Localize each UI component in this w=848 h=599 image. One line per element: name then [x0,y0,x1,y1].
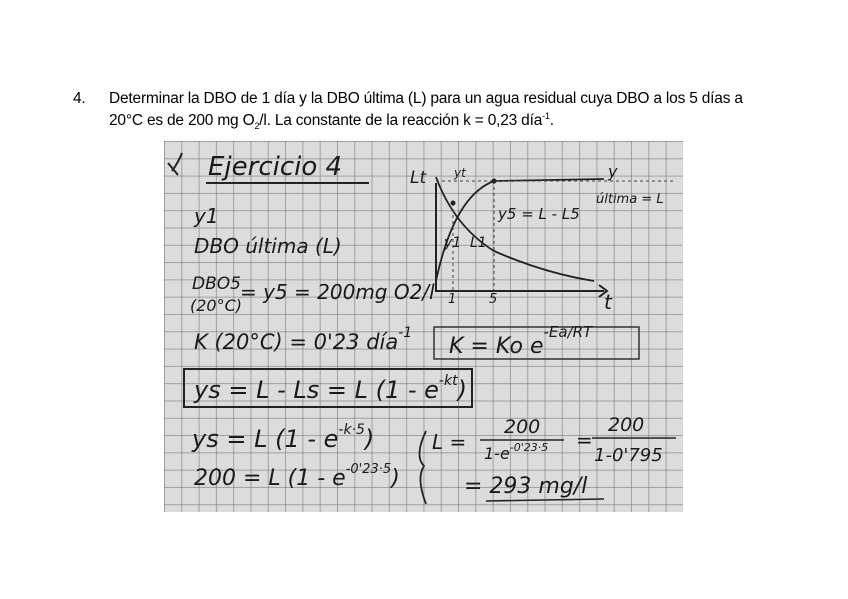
problem-number: 4. [73,90,86,107]
equation-1-text: ys = L (1 - e [192,425,339,453]
problem-line-2-part-a: 20°C es de 200 mg O [109,112,255,129]
equation-2 [194,462,400,491]
given-k-text: K (20°C) = 0'23 día [194,330,399,354]
given-20c: (20°C) [190,296,243,315]
solution-equals: = [576,428,593,452]
label-y1: y1 [444,235,462,251]
tick-day-1: 1 [448,292,457,307]
tick-day-5: 5 [489,292,498,307]
subscript-2: 2 [254,121,260,132]
curly-brace [419,431,426,504]
x-axis-label: t [604,290,612,314]
main-formula-text: ys = L - Ls = L (1 - e [194,376,439,404]
label-L1: L1 [470,235,487,251]
problem-line-2-part-b: /l. La constante de la reacción k = 0,23 día [259,112,543,129]
equation-2-sup: -0'23·5 [345,462,392,477]
y-axis-label-2: yt [454,166,466,180]
problem-line-2-end: . [549,112,554,129]
handwritten-solution-photo [164,141,683,512]
oxygen-remaining-curve [436,177,594,281]
given-k [194,325,412,354]
problem-line-2 [109,110,799,132]
given-dbo5: DBO5 [192,274,241,294]
solution-denominator-1-sup: -0'23·5 [509,441,549,454]
unknown-dbo-ultima: DBO última (L) [194,234,342,258]
equation-1-sup: -k·5 [338,422,365,438]
given-k-sup: -1 [398,325,413,341]
bod-graph [410,162,674,314]
solution-numerator-2: 200 [608,414,645,436]
equation-1 [191,422,374,453]
equation-1-end: ) [364,425,375,453]
solution-denominator-2: 1-0'795 [594,445,663,466]
problem-text [109,88,799,132]
given-y5-value: = y5 = 200mg O2/l [240,280,435,304]
equation-2-end: ) [391,466,400,491]
check-mark [168,153,182,175]
equation-2-text: 200 = L (1 - e [194,466,346,491]
solution-L: L = [432,430,467,454]
problem-line-1: Determinar la DBO de 1 día y la DBO última (L) para un agua residual cuya DBO a los 5 días a [109,90,743,107]
solution-denominator-1-text: 1-e [484,444,510,463]
main-formula-end: ) [457,376,467,404]
heading: Ejercicio 4 [208,152,343,182]
solution-denominator-1 [484,441,548,463]
y-axis-label: Lt [410,168,427,188]
unknown-y1: y1 [194,204,219,228]
arrhenius-sup: -Ea/RT [543,323,593,341]
arrhenius-text: K = Ko e [449,334,544,359]
solution-numerator-1: 200 [504,416,541,438]
arrhenius-formula [449,323,594,359]
solution-result: = 293 mg/l [464,474,588,499]
label-y5: y5 = L - L5 [498,205,580,223]
superscript-minus-1: -1 [542,110,550,121]
main-formula-sup: -kt [438,373,458,389]
handwriting-canvas [164,141,683,512]
main-formula [193,373,467,404]
curve-label-L: última = L [596,192,664,207]
curve-label-y: y [608,162,618,181]
bod-exerted-curve [436,179,604,281]
point-day-5 [492,179,497,184]
result-underline [486,499,604,501]
point-day-1 [451,201,456,206]
